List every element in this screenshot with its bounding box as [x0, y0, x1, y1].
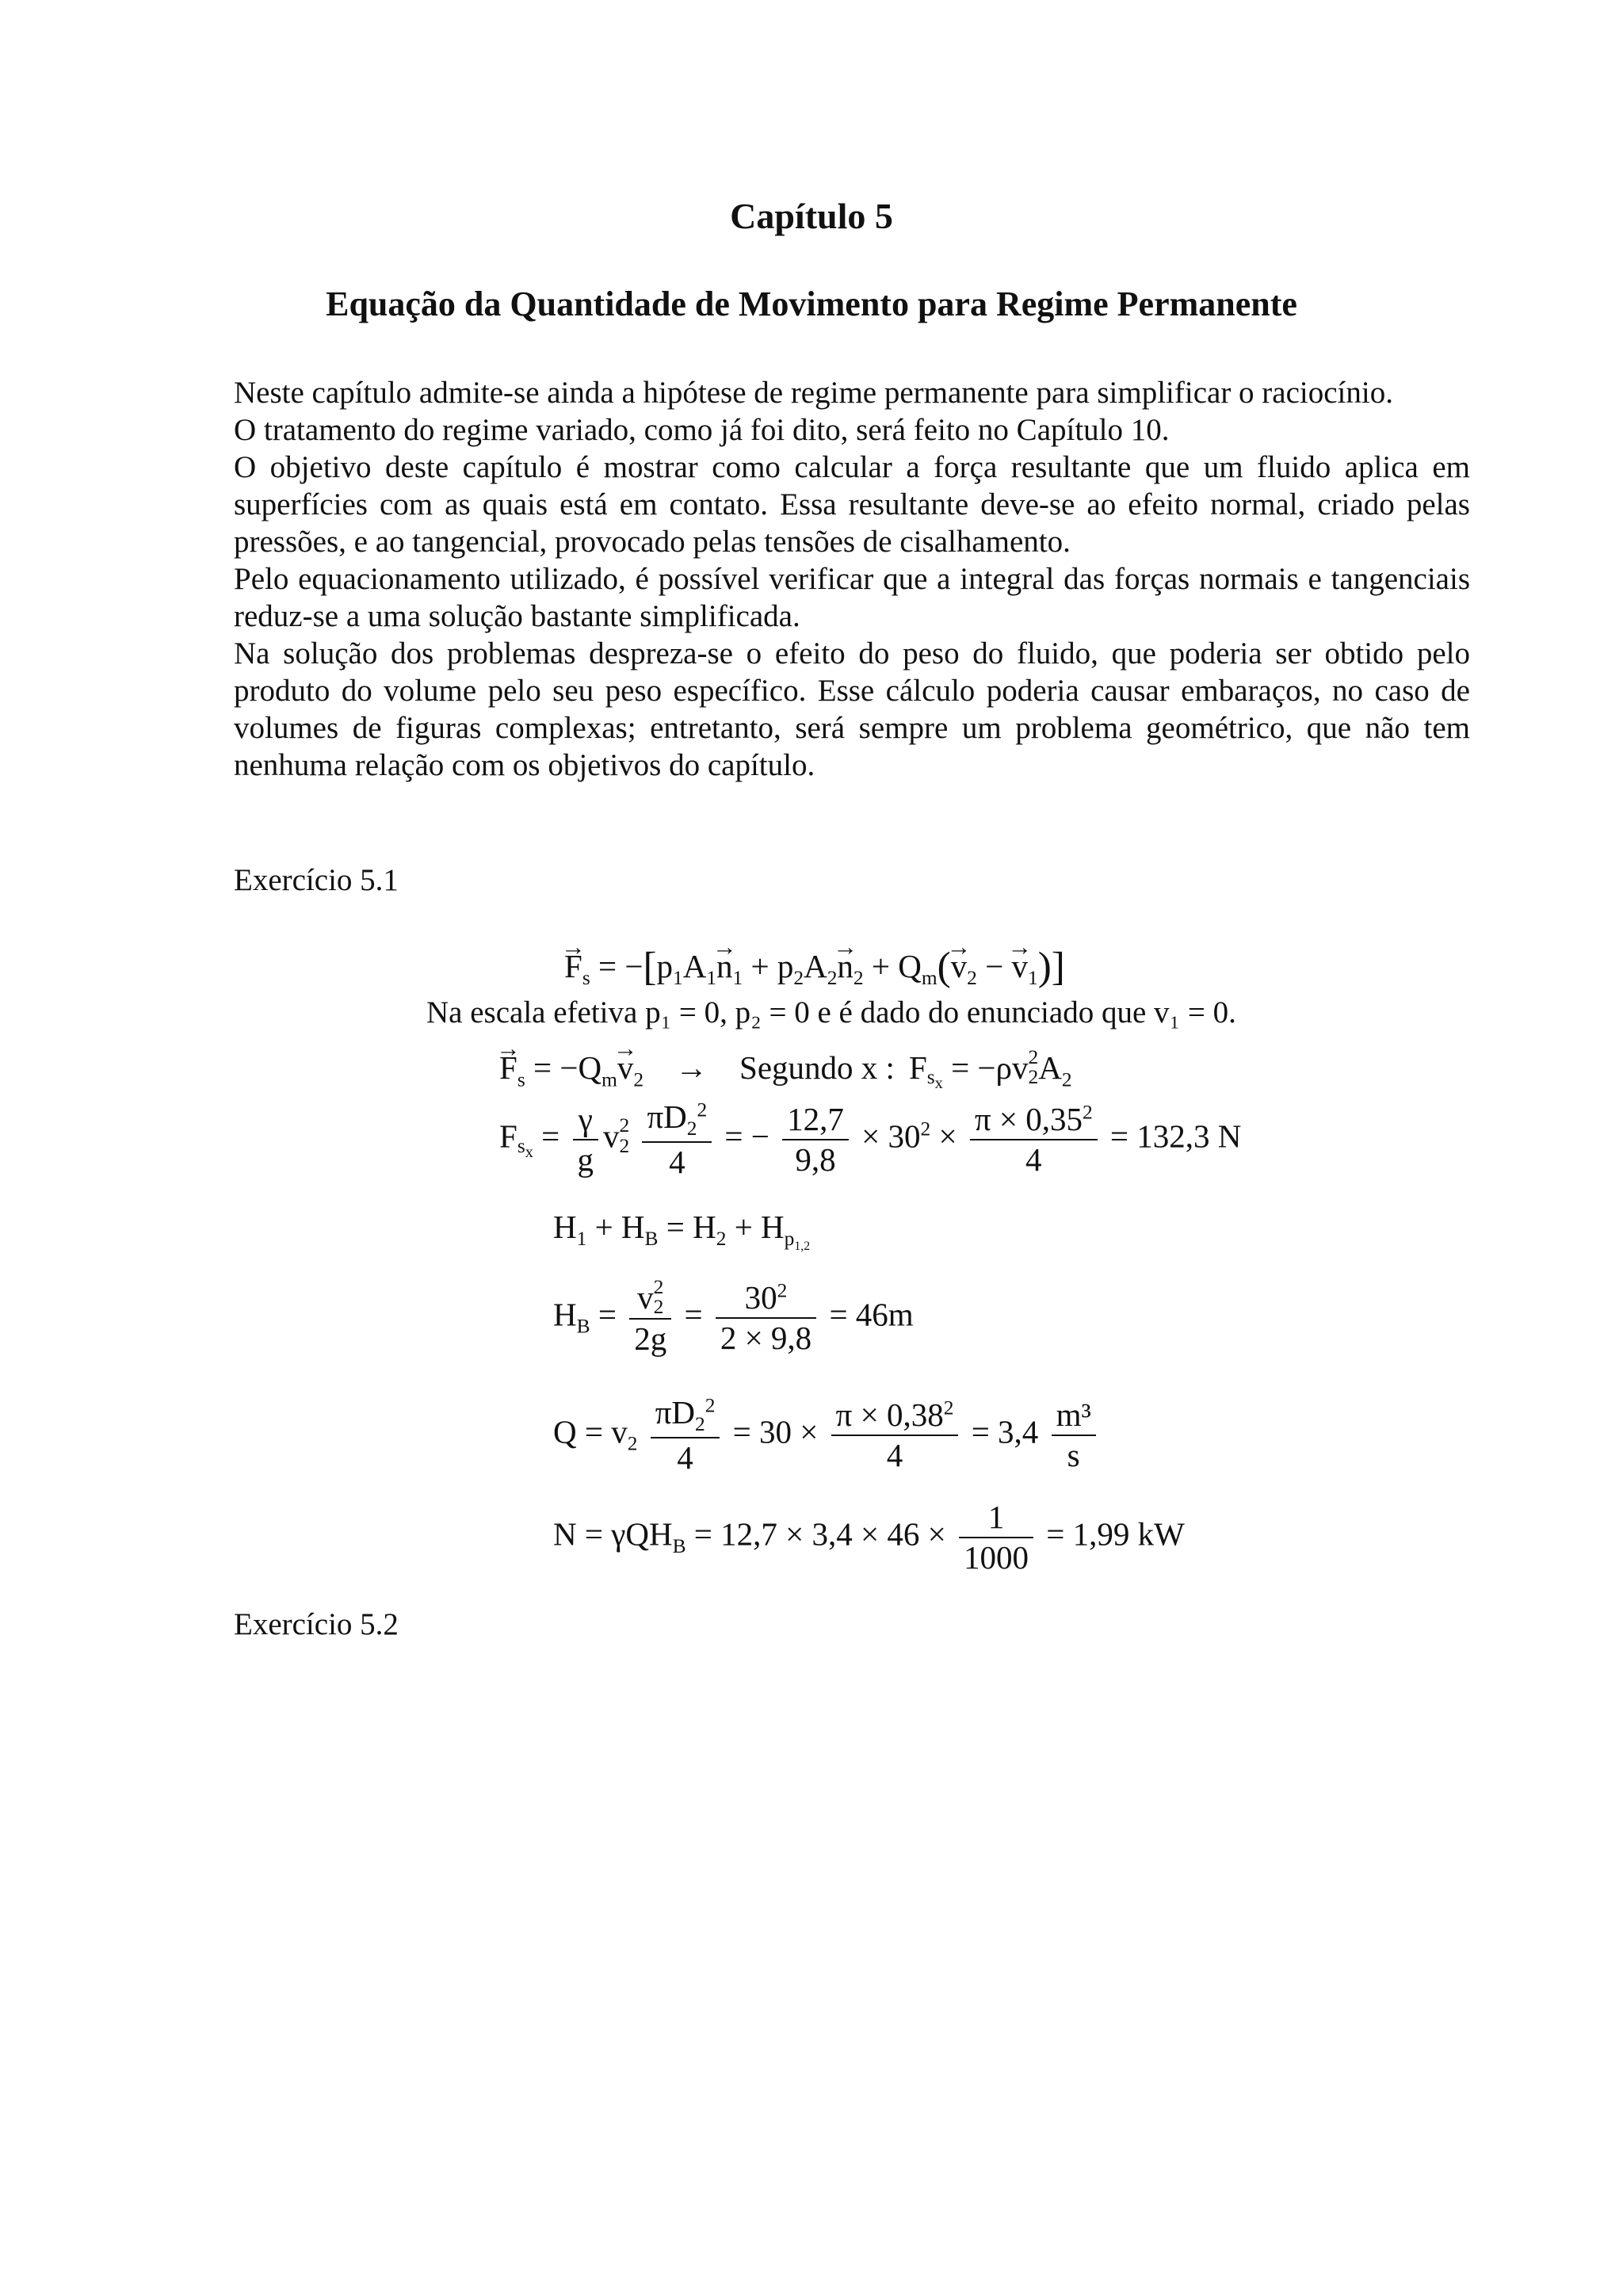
force-reduced-equation: → $F_s = -Q_m\to v_2$ → Segundo x : $Fs_x = -\rho v2$ $2A_2$ [499, 1048, 1072, 1092]
power-equation: N = γQH$_B$ = 12,7 × 3,4 × 46 × $\frac{1}{1000}$ = 1,99 kW [553, 1499, 1185, 1576]
pump-head-equation: $H_B$ = v2 2 2g = $\frac{30^2}{2 \times 9,8}$ = 46m [553, 1276, 914, 1357]
intro-paragraph: Na solução dos problemas despreza-se o efeito do peso do fluido, que poderia ser obtido pelo produto do volume pelo seu peso específico. Esse cálculo poderia causar embaraços, no caso de volumes de figuras complexas; entretanto, será sempre um problema geométrico, que não tem nenhuma relação com os objetivos do capítulo. [234, 636, 1470, 782]
intro-text [234, 374, 1470, 784]
effective-scale-note: Na escala efetiva p₁ = 0, p₂ = 0 e é dado do enunciado que v₁ = 0. [426, 995, 1236, 1030]
force-result: = 132,3 N [1109, 1117, 1242, 1155]
intro-paragraph: Neste capítulo admite-se ainda a hipótese de regime permanente para simplificar o raciocínio. [234, 376, 1393, 410]
chapter-subtitle: Equação da Quantidade de Movimento para Regime Permanente [326, 285, 1297, 323]
intro-paragraph: Pelo equacionamento utilizado, é possível verificar que a integral das forças normais e tangenciais reduz-se a uma solução bastante simplificada. [234, 562, 1470, 633]
flow-rate-equation: $Q = v_2$ $\frac{\pi D_2^2}{4}$ = 30 × $\frac{\pi \times 0,38^2}{4}$ = 3,4 $\frac{\text{m³}}{s}$ [553, 1393, 1101, 1477]
momentum-equation: → $F_s = -[p_1A_1\to n_1 + p_2A_2\to n_2 + Q_m(\to v_2$ − → $v_1$)] [564, 946, 1065, 989]
exercise-5-2-label: Exercício 5.2 [234, 1607, 399, 1641]
flow-rate-result: = 3,4 [971, 1413, 1039, 1450]
power-result: = 1,99 kW [1046, 1515, 1185, 1553]
intro-paragraph: O objetivo deste capítulo é mostrar como calcular a força resultante que um fluido aplica em superfícies com as quais está em contato. Essa resultante deve-se ao efeito normal, criado pelas pressões, e ao tangencial, provocado pelas tensões de cisalhamento. [234, 450, 1470, 559]
intro-paragraph: O tratamento do regime variado, como já foi dito, será feito no Capítulo 10. [234, 413, 1170, 447]
energy-equation: $H_1 + H_B = H_2 + H_{p_{1,2}}$ [553, 1209, 811, 1254]
force-x-equation: $Fs_x$ = $\frac{\gamma}{g}$ v2 2 $\frac{\pi D_2^2}{4}$ = − $\frac{12,7}{9,8}$ × $30^2$ × $\frac{\pi \times 0,35^2}{4}$ = 132,3 N [499, 1098, 1242, 1180]
exercise-5-1-label: Exercício 5.1 [234, 863, 399, 897]
chapter-title: Capítulo 5 [730, 196, 893, 236]
pump-head-result: = 46m [829, 1296, 914, 1333]
segundo-label: Segundo x : [739, 1049, 895, 1087]
